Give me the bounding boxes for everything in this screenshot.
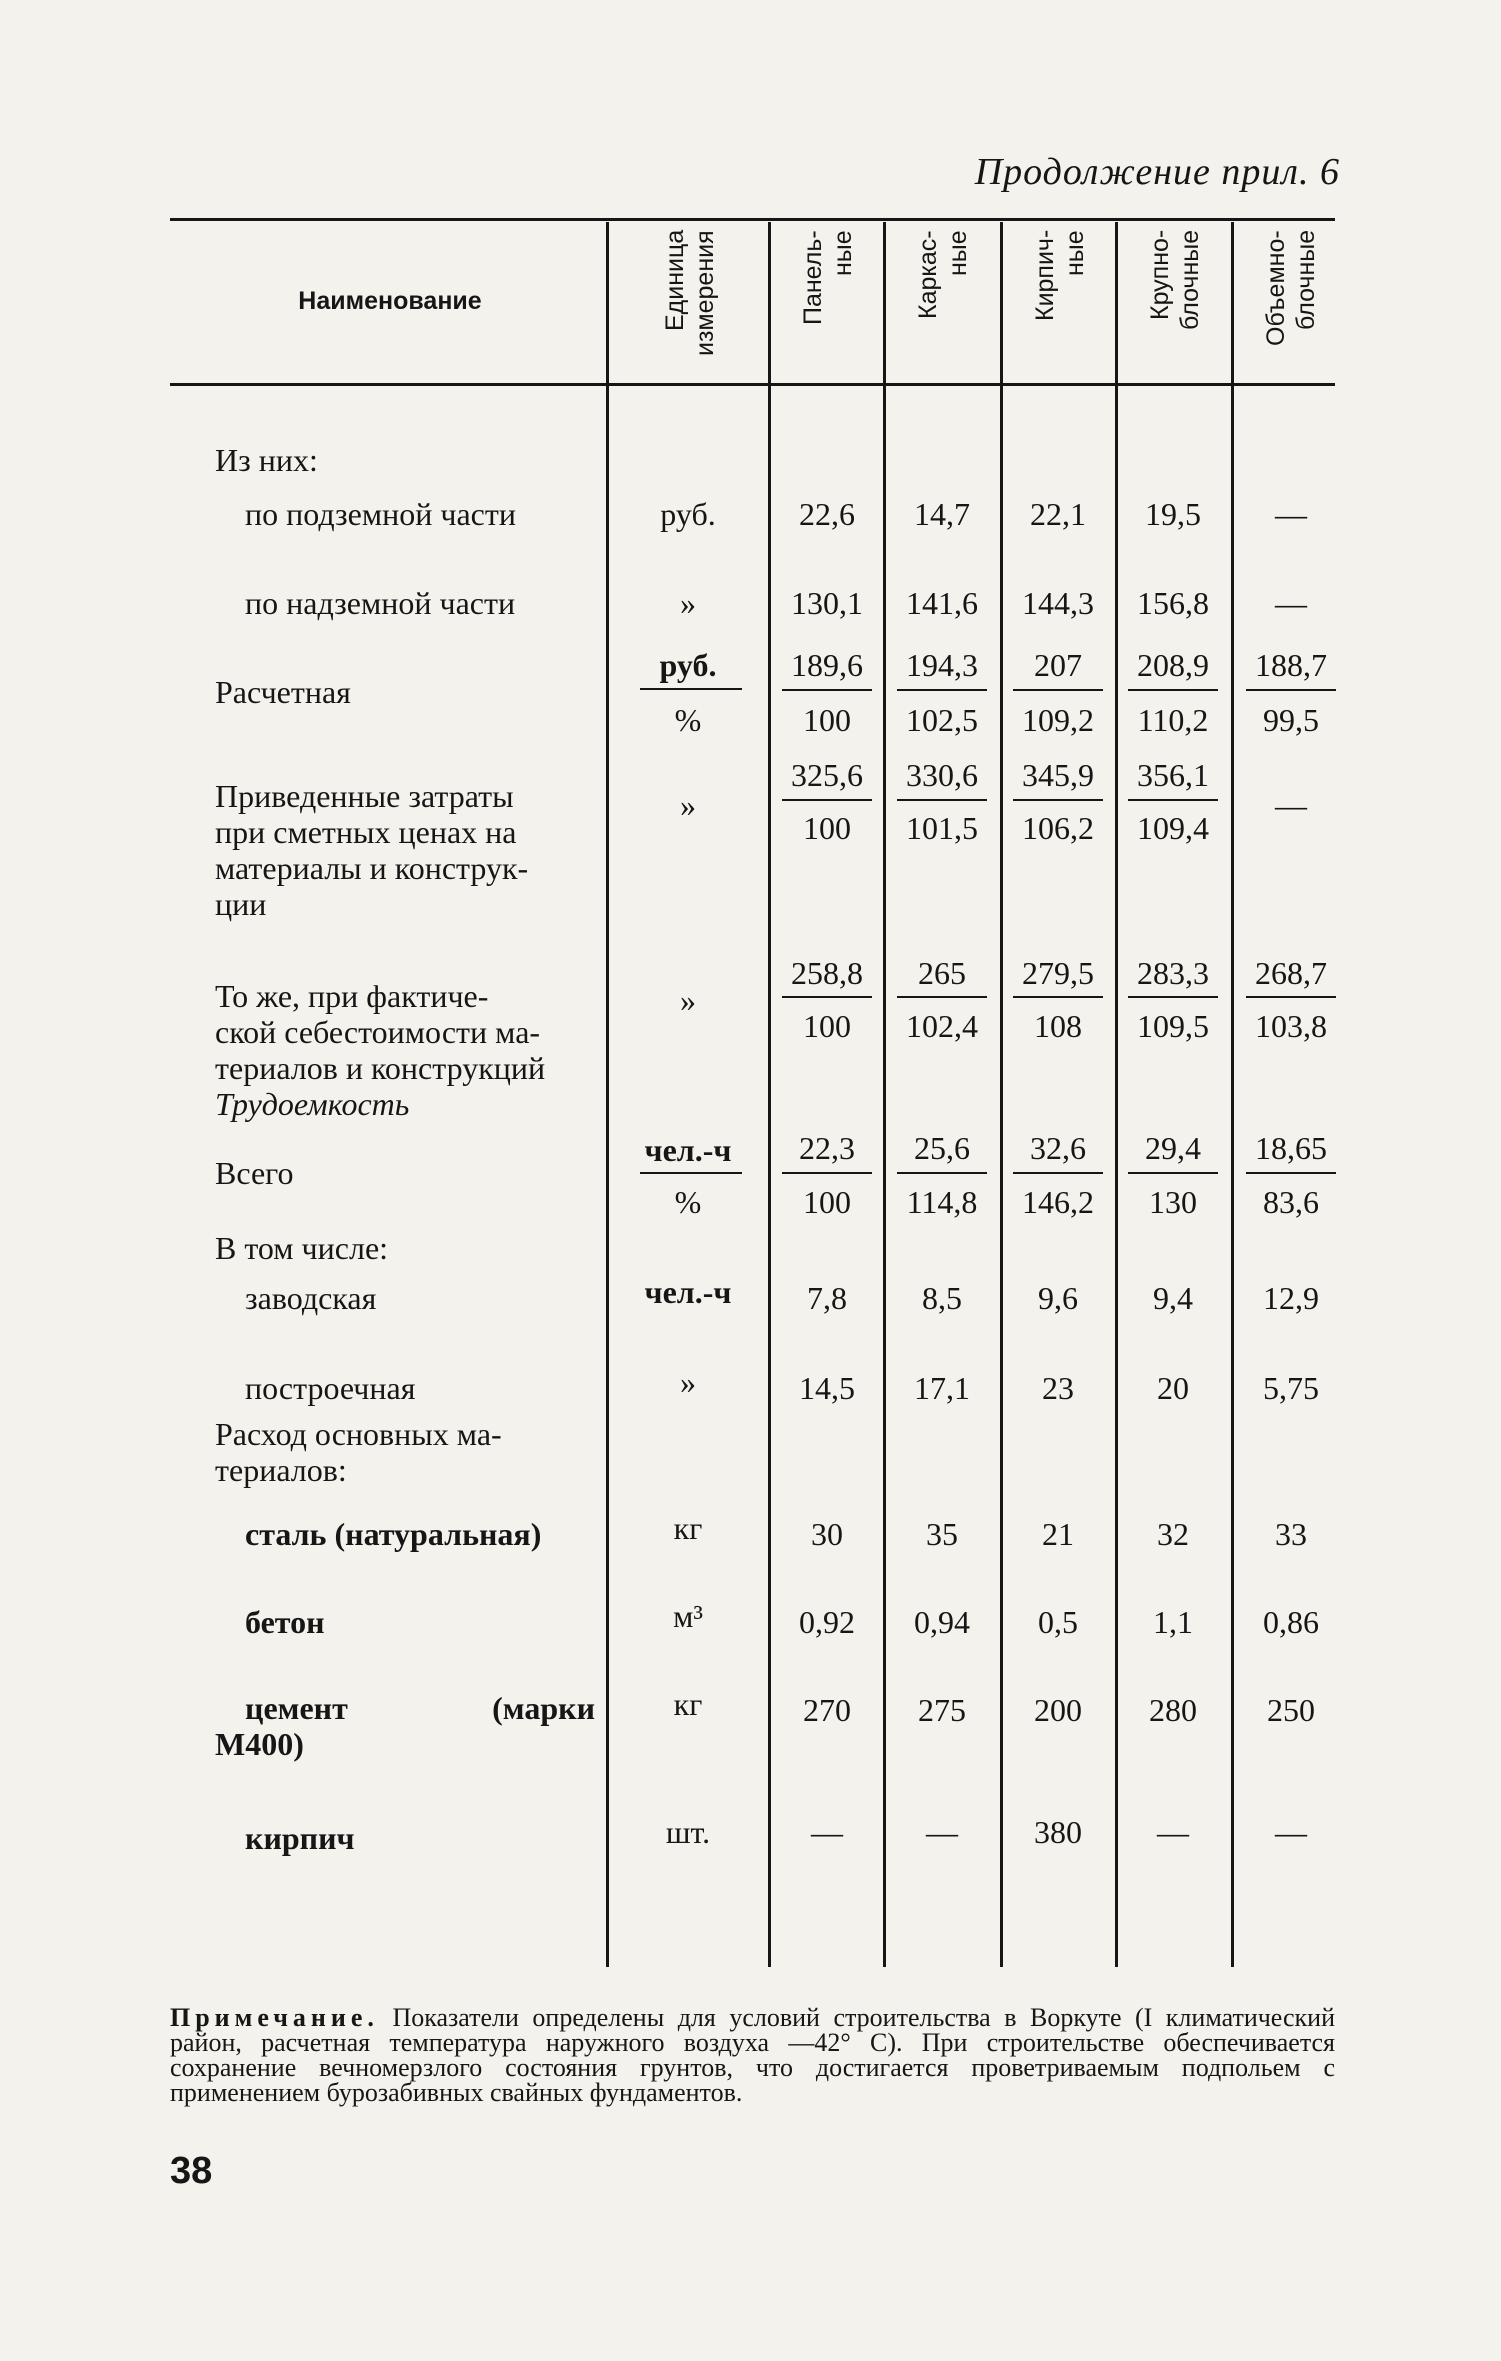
value-cell: 100	[803, 810, 851, 846]
footnote-text: Показатели определены для условий строительства в Воркуте (I климатический район, расчетная температура наружного воздуха —42° С). При строительстве обеспечивается сохранение вечномерзлого состояния грунтов, что достигается проветриваемым подпольем с применением бурозабивных свайных фундаментов.	[170, 2003, 1335, 2107]
value-cell: 283,3	[1137, 955, 1209, 991]
row-label-materials: Расход основных ма- териалов:	[215, 1416, 502, 1488]
value-cell: 146,2	[1022, 1184, 1094, 1220]
value-cell: 275	[918, 1692, 966, 1728]
value-cell: 207	[1034, 647, 1082, 683]
unit-factory: чел.-ч	[644, 1274, 732, 1310]
value-cell: 100	[803, 1184, 851, 1220]
fraction-line	[1246, 996, 1336, 998]
value-cell: —	[1275, 585, 1307, 621]
value-cell: 22,3	[799, 1130, 855, 1166]
value-cell: —	[926, 1814, 958, 1850]
row-label-brick: кирпич	[245, 1820, 355, 1856]
value-cell: 0,5	[1038, 1604, 1078, 1640]
value-cell: —	[1275, 1814, 1307, 1850]
value-cell: —	[1275, 787, 1307, 823]
value-cell: 188,7	[1255, 647, 1327, 683]
value-cell: 141,6	[906, 585, 978, 621]
unit-total-bottom: %	[674, 1184, 702, 1220]
row-label-steel: сталь (натуральная)	[245, 1516, 542, 1552]
value-cell: 110,2	[1137, 702, 1209, 738]
value-cell: 330,6	[906, 757, 978, 793]
value-cell: 99,5	[1263, 702, 1319, 738]
table-header-rule	[170, 383, 1335, 386]
value-cell: 250	[1267, 1692, 1315, 1728]
fraction-line	[782, 1172, 872, 1174]
fraction-line	[897, 689, 987, 691]
column-header-brick: Кирпич- ные	[1030, 230, 1089, 322]
row-label-iz-nih: Из них:	[215, 442, 318, 478]
value-cell: 14,7	[914, 496, 970, 532]
column-rule	[606, 222, 609, 1967]
value-cell: 0,92	[799, 1604, 855, 1640]
fraction-line	[897, 799, 987, 801]
value-cell: 20	[1157, 1370, 1189, 1406]
fraction-line	[1013, 689, 1103, 691]
value-cell: 279,5	[1022, 955, 1094, 991]
value-cell: 109,4	[1137, 810, 1209, 846]
value-cell: 102,4	[906, 1008, 978, 1044]
unit-calculated-bottom: %	[674, 702, 702, 738]
value-cell: 30	[811, 1516, 843, 1552]
fraction-line	[1128, 996, 1218, 998]
column-rule	[1231, 222, 1234, 1967]
unit-calculated-top: руб.	[659, 647, 717, 683]
fraction-line	[1128, 1172, 1218, 1174]
row-label-actual: То же, при фактиче- ской себестоимости ма- териалов и конструкций	[215, 978, 546, 1086]
value-cell: 100	[803, 702, 851, 738]
value-cell: 101,5	[906, 810, 978, 846]
row-label-including: В том числе:	[215, 1230, 389, 1266]
unit-underground: руб.	[660, 496, 716, 532]
row-label-cement: цемент (марки М400)	[215, 1690, 595, 1762]
unit-cement: кг	[673, 1686, 703, 1722]
value-cell: 356,1	[1137, 757, 1209, 793]
fraction-line	[897, 996, 987, 998]
value-cell: 144,3	[1022, 585, 1094, 621]
row-label-factory: заводская	[245, 1280, 377, 1316]
fraction-line	[640, 688, 742, 690]
row-label-aboveground: по надземной части	[245, 585, 516, 621]
value-cell: —	[1275, 496, 1307, 532]
fraction-line	[782, 996, 872, 998]
value-cell: 21	[1042, 1516, 1074, 1552]
row-label-concrete: бетон	[245, 1604, 325, 1640]
fraction-line	[640, 1172, 742, 1174]
value-cell: 280	[1149, 1692, 1197, 1728]
value-cell: 32,6	[1030, 1130, 1086, 1166]
value-cell: 0,86	[1263, 1604, 1319, 1640]
column-rule	[883, 222, 886, 1967]
value-cell: 194,3	[906, 647, 978, 683]
value-cell: 268,7	[1255, 955, 1327, 991]
fraction-line	[1246, 689, 1336, 691]
column-header-block: Крупно- блочные	[1145, 230, 1204, 331]
value-cell: 258,8	[791, 955, 863, 991]
value-cell: 35	[926, 1516, 958, 1552]
value-cell: 18,65	[1255, 1130, 1327, 1166]
page-header: Продолжение прил. 6	[974, 151, 1340, 193]
unit-aboveground: »	[680, 585, 696, 621]
value-cell: 25,6	[914, 1130, 970, 1166]
value-cell: 5,75	[1263, 1370, 1319, 1406]
value-cell: 1,1	[1153, 1604, 1193, 1640]
value-cell: 29,4	[1145, 1130, 1201, 1166]
fraction-line	[1128, 689, 1218, 691]
unit-brick: шт.	[665, 1814, 711, 1850]
value-cell: 325,6	[791, 757, 863, 793]
row-label-underground: по подземной части	[245, 496, 516, 532]
row-label-calculated: Расчетная	[215, 674, 351, 710]
column-rule	[768, 222, 771, 1967]
fraction-line	[897, 1172, 987, 1174]
value-cell: 83,6	[1263, 1184, 1319, 1220]
page-number: 38	[170, 2150, 213, 2192]
value-cell: 12,9	[1263, 1280, 1319, 1316]
column-header-frame: Каркас- ные	[913, 230, 972, 319]
value-cell: 19,5	[1145, 496, 1201, 532]
value-cell: 130	[1149, 1184, 1197, 1220]
value-cell: 208,9	[1137, 647, 1209, 683]
value-cell: —	[811, 1814, 843, 1850]
unit-steel: кг	[673, 1510, 703, 1546]
fraction-line	[782, 799, 872, 801]
value-cell: 8,5	[922, 1280, 962, 1316]
value-cell: 17,1	[914, 1370, 970, 1406]
fraction-line	[1013, 996, 1103, 998]
value-cell: 109,5	[1137, 1008, 1209, 1044]
table-top-rule	[170, 218, 1335, 221]
value-cell: 22,6	[799, 496, 855, 532]
row-label-reduced: Приведенные затраты при сметных ценах на материалы и конструк- ции	[215, 778, 529, 922]
value-cell: 200	[1034, 1692, 1082, 1728]
value-cell: —	[1157, 1814, 1189, 1850]
footnote	[170, 2005, 1335, 2105]
value-cell: 345,9	[1022, 757, 1094, 793]
value-cell: 270	[803, 1692, 851, 1728]
value-cell: 33	[1275, 1516, 1307, 1552]
value-cell: 130,1	[791, 585, 863, 621]
section-label-labor: Трудоемкость	[215, 1086, 410, 1122]
value-cell: 156,8	[1137, 585, 1209, 621]
value-cell: 380	[1034, 1814, 1082, 1850]
footnote-label: Примечание.	[170, 2003, 379, 2032]
fraction-line	[1013, 1172, 1103, 1174]
column-header-panel: Панель- ные	[798, 230, 857, 325]
value-cell: 9,6	[1038, 1280, 1078, 1316]
value-cell: 114,8	[906, 1184, 978, 1220]
fraction-line	[1128, 799, 1218, 801]
value-cell: 102,5	[906, 702, 978, 738]
fraction-line	[1246, 1172, 1336, 1174]
unit-reduced: »	[680, 787, 696, 823]
value-cell: 103,8	[1255, 1008, 1327, 1044]
fraction-line	[1013, 799, 1103, 801]
value-cell: 14,5	[799, 1370, 855, 1406]
value-cell: 32	[1157, 1516, 1189, 1552]
value-cell: 106,2	[1022, 810, 1094, 846]
value-cell: 100	[803, 1008, 851, 1044]
fraction-line	[782, 689, 872, 691]
row-label-total: Всего	[215, 1155, 294, 1191]
value-cell: 109,2	[1022, 702, 1094, 738]
value-cell: 22,1	[1030, 496, 1086, 532]
column-header-name: Наименование	[298, 287, 482, 315]
value-cell: 9,4	[1153, 1280, 1193, 1316]
row-label-site: построечная	[245, 1370, 416, 1406]
column-header-unit: Единица измерения	[661, 230, 719, 356]
value-cell: 23	[1042, 1370, 1074, 1406]
column-header-volume: Объемно- блочные	[1261, 230, 1320, 346]
unit-site: »	[680, 1364, 696, 1400]
unit-actual: »	[680, 982, 696, 1018]
value-cell: 189,6	[791, 647, 863, 683]
unit-total-top: чел.-ч	[644, 1132, 732, 1168]
value-cell: 108	[1034, 1008, 1082, 1044]
value-cell: 265	[918, 955, 966, 991]
unit-concrete: м³	[673, 1598, 703, 1634]
value-cell: 0,94	[914, 1604, 970, 1640]
value-cell: 7,8	[807, 1280, 847, 1316]
